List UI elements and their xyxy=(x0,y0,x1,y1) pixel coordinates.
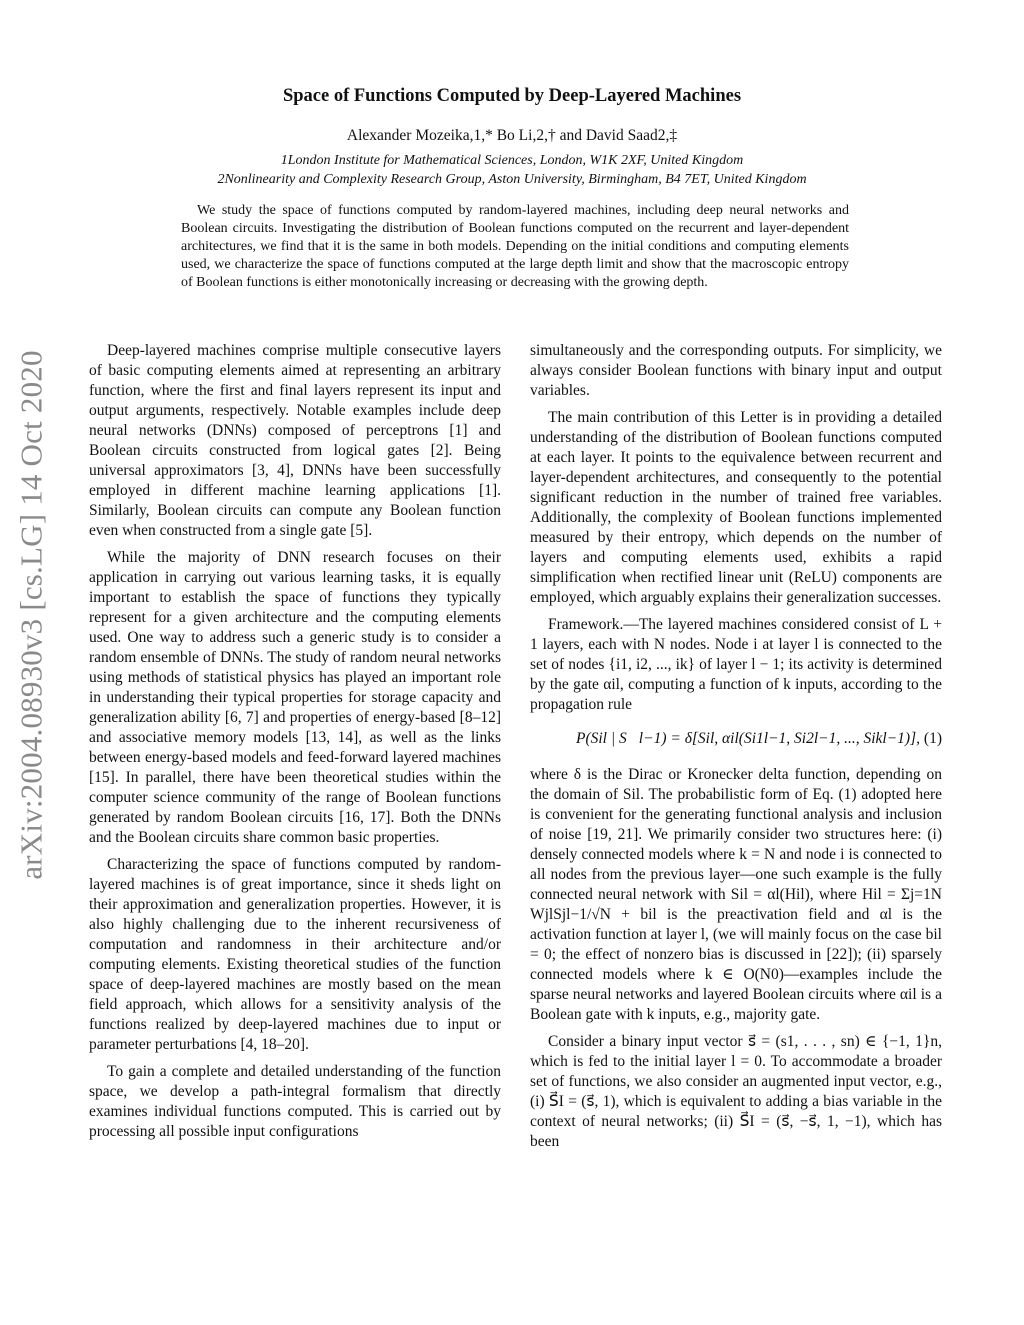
body-paragraph: Consider a binary input vector s⃗ = (s1, . . . , sn) ∈ {−1, 1}n, which is fed to the initial layer l = 0. To accommodate a broader set of functions, we also consider an augmented input vector, e.g., (i) S⃗I = (s⃗, 1), which is equivalent to adding a bias variable in the context of neural networks; (ii) S⃗I = (s⃗, −s⃗, 1, −1), which has been xyxy=(530,1033,942,1150)
body-paragraph: Characterizing the space of functions computed by random-layered machines is of great importance, since it sheds light on their approximation and generalization properties. However, it is also highly challenging due to the inherent recursiveness of computation and randomness in their architecture and/or computing elements. Existing theoretical studies of the function space of deep-layered machines are mostly based on the mean field approach, which allows for a sensitivity analysis of the functions realized by deep-layered machines due to input or parameter perturbations [4, 18–20]. xyxy=(89,856,501,1053)
affiliation-2: 2Nonlinearity and Complexity Research Group, Aston University, Birmingham, B4 7ET, United Kingdom xyxy=(217,172,807,187)
body-paragraph: While the majority of DNN research focuses on their application in carrying out various learning tasks, it is equally important to establish the space of functions they typically represent for a given architecture and the computing elements used. One way to address such a generic study is to consider a random ensemble of DNNs. The study of random neural networks using methods of statistical physics has played an important role in understanding their typical properties for storage capacity and generalization ability [6, 7] and properties of energy-based [8–12] and associative memory models [13, 14], as well as the links between energy-based models and feed-forward layered machines [15]. In parallel, there have been theoretical studies within the computer science community of the range of Boolean functions generated by random Boolean circuits [16, 17]. Both the DNNs and the Boolean circuits share common basic properties. xyxy=(89,549,501,846)
equation-block xyxy=(530,729,942,749)
body-paragraph: The main contribution of this Letter is in providing a detailed understanding of the distribution of Boolean functions computed at each layer. It points to the equivalence between recurrent and layer-dependent architectures, and consequently to the potential significant reduction in the number of trained free variables. Additionally, the complexity of Boolean functions implemented measured by their entropy, which depends on the number of layers and computing elements used, exhibits a rapid simplification when rectified linear unit (ReLU) components are employed, which arguably explains their generalization successes. xyxy=(530,409,942,606)
arxiv-id-text: arXiv:2004.08930v3 [cs.LG] 14 Oct 2020 xyxy=(14,350,50,880)
equation-number: (1) xyxy=(923,730,942,747)
right-column xyxy=(530,341,942,1159)
left-column xyxy=(89,341,501,1149)
abstract: We study the space of functions computed by random-layered machines, including deep neural networks and Boolean circuits. Investigating the distribution of Boolean functions computed on the recurrent and layer-dependent architectures, we find that it is the same in both models. Depending on the initial conditions and computing elements used, we characterize the space of functions computed at the large depth limit and show that the macroscopic entropy of Boolean functions is either monotonically increasing or decreasing with the growing depth. xyxy=(181,203,849,290)
body-paragraph: Framework.—The layered machines considered consist of L + 1 layers, each with N nodes. Node i at layer l is connected to the set of nodes {i1, i2, ..., ik} of layer l − 1; its activity is determined by the gate αil, computing a function of k inputs, according to the propagation rule xyxy=(530,616,942,713)
arxiv-identifier-stamp xyxy=(8,320,56,910)
paper-title: Space of Functions Computed by Deep-Layered Machines xyxy=(282,86,742,106)
body-paragraph: simultaneously and the corresponding outputs. For simplicity, we always consider Boolean functions with binary input and output variables. xyxy=(530,342,942,399)
body-paragraph: where δ is the Dirac or Kronecker delta function, depending on the domain of Sil. The probabilistic form of Eq. (1) adopted here is convenient for the generating functional analysis and inclusion of noise [19, 21]. We primarily consider two structures here: (i) densely connected models where k = N and node i is connected to all nodes from the previous layer—one such example is the fully connected neural network with Sil = αl(Hil), where Hil = Σj=1N WjlSjl−1/√N + bil is the preactivation field and αl is the activation function at layer l, (we will mainly focus on the case bil = 0; the effect of nonzero bias is discussed in [22]); (ii) sparsely connected models where k ∈ O(N0)—examples include the sparse neural networks and layered Boolean circuits where αil is a Boolean gate with k inputs, e.g., majority gate. xyxy=(530,766,942,1023)
author-list: Alexander Mozeika,1,* Bo Li,2,† and David Saad2,‡ xyxy=(346,127,678,144)
body-paragraph: Deep-layered machines comprise multiple consecutive layers of basic computing elements aimed at representing an arbitrary function, where the first and final layers represent its input and output arguments, respectively. Notable examples include deep neural networks (DNNs) composed of perceptrons [1] and Boolean circuits constructed from logical gates [2]. Being universal approximators [3, 4], DNNs have been successfully employed in different machine learning applications [1]. Similarly, Boolean circuits can compute any Boolean function even when constructed from a single gate [5]. xyxy=(89,342,501,539)
propagation-equation: P(Sil | S⃗l−1) = δ[Sil, αil(Si1l−1, Si2l−1, ..., Sikl−1)], xyxy=(576,730,920,747)
body-paragraph: To gain a complete and detailed understanding of the function space, we develop a path-integral formalism that directly examines individual functions computed. This is carried out by processing all possible input configurations xyxy=(89,1063,501,1140)
affiliation-1: 1London Institute for Mathematical Sciences, London, W1K 2XF, United Kingdom xyxy=(280,153,744,168)
paper-header xyxy=(0,86,1024,189)
